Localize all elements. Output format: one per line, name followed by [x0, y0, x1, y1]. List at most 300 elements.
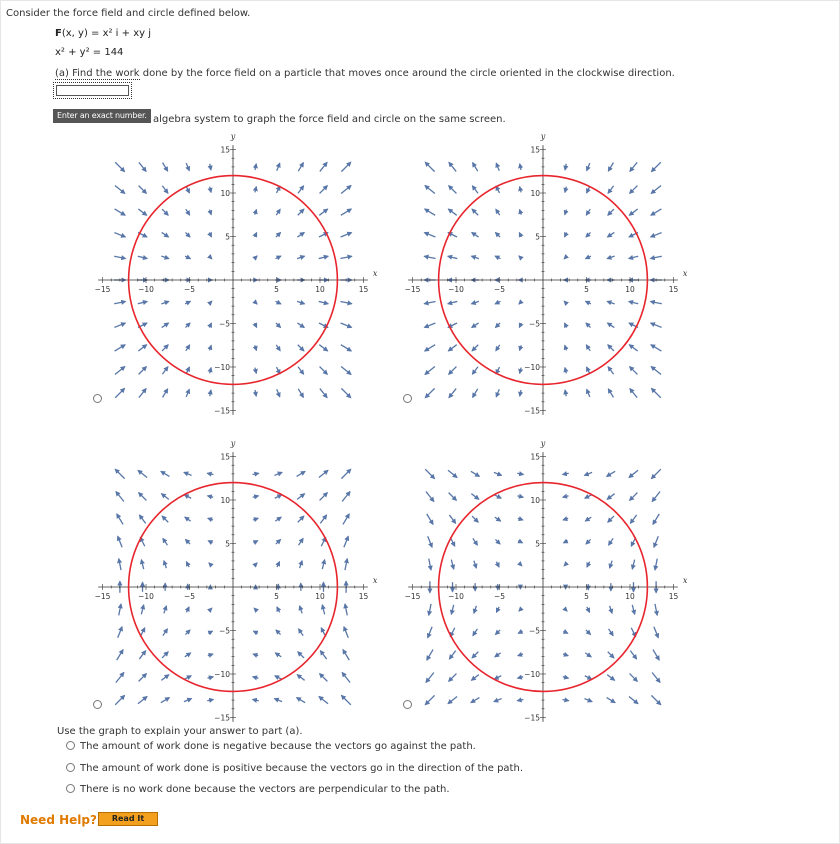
- field-vector-arrow: [116, 492, 124, 502]
- answer-box: [53, 82, 132, 99]
- field-vector-arrow: [255, 390, 256, 396]
- x-tick-label: 15: [358, 592, 369, 601]
- field-vector-arrow: [340, 301, 351, 303]
- field-vector-arrow: [138, 345, 146, 351]
- field-vector-arrow: [585, 676, 592, 679]
- x-tick-label: 5: [584, 592, 589, 601]
- field-vector-arrow: [115, 186, 125, 194]
- field-vector-arrow: [496, 345, 500, 351]
- field-vector-arrow: [650, 301, 661, 303]
- field-vector-arrow: [277, 163, 280, 171]
- problem-intro: Consider the force field and circle defined below.: [6, 8, 251, 19]
- field-vector-arrow: [518, 677, 524, 678]
- field-vector-arrow: [341, 162, 350, 171]
- field-vector-arrow: [297, 256, 304, 258]
- field-vector-arrow: [341, 345, 352, 351]
- field-vector-arrow: [139, 162, 146, 171]
- plot-d-radio[interactable]: [403, 700, 412, 709]
- force-field-expression: (x, y) = x² i + xy j: [61, 28, 151, 39]
- field-vector-arrow: [608, 345, 614, 351]
- field-vector-arrow: [563, 541, 567, 543]
- field-vector-arrow: [114, 256, 125, 258]
- x-tick-label: −5: [493, 592, 506, 601]
- field-vector-arrow: [632, 560, 634, 569]
- work-answer-input[interactable]: [56, 85, 129, 96]
- field-vector-arrow: [584, 472, 592, 475]
- field-vector-arrow: [424, 301, 435, 303]
- field-vector-arrow: [448, 301, 457, 303]
- x-tick-label: −10: [138, 592, 154, 601]
- field-vector-arrow: [186, 209, 190, 215]
- field-vector-arrow: [494, 495, 501, 498]
- field-vector-arrow: [448, 256, 457, 258]
- field-vector-arrow: [274, 472, 282, 475]
- field-vector-arrow: [163, 538, 168, 545]
- field-vector-arrow: [608, 389, 613, 398]
- field-vector-arrow: [424, 323, 435, 327]
- field-vector-arrow: [138, 209, 146, 215]
- y-tick-label: −15: [214, 406, 230, 416]
- field-vector-arrow: [472, 186, 478, 194]
- field-vector-arrow: [162, 516, 168, 522]
- option-radio[interactable]: [66, 763, 75, 772]
- vector-field-plot-d: [404, 432, 690, 723]
- field-vector-arrow: [496, 607, 499, 612]
- field-vector-arrow: [139, 367, 147, 375]
- field-vector-arrow: [425, 162, 434, 171]
- field-vector-arrow: [255, 210, 257, 215]
- field-vector-arrow: [141, 605, 143, 614]
- part-a-question: [55, 68, 675, 79]
- field-vector-arrow: [565, 210, 567, 215]
- field-vector-arrow: [276, 323, 281, 328]
- field-vector-arrow: [255, 233, 257, 237]
- field-vector-arrow: [651, 209, 662, 215]
- field-vector-arrow: [495, 323, 500, 328]
- field-vector-arrow: [253, 473, 259, 474]
- field-vector-arrow: [652, 672, 660, 682]
- field-vector-arrow: [495, 630, 500, 635]
- field-vector-arrow: [630, 674, 638, 682]
- field-vector-arrow: [585, 653, 591, 657]
- field-vector-arrow: [253, 518, 258, 520]
- field-vector-arrow: [342, 672, 350, 682]
- part-a-text: done by the force field on a particle that moves once around the circle oriented in the clockwise direction.: [139, 68, 675, 79]
- field-vector-arrow: [654, 536, 658, 547]
- field-vector-arrow: [186, 562, 189, 567]
- field-vector-arrow: [116, 672, 124, 682]
- field-vector-arrow: [344, 627, 348, 638]
- field-vector-arrow: [610, 606, 612, 613]
- field-vector-arrow: [629, 470, 638, 477]
- field-vector-arrow: [164, 561, 166, 568]
- field-vector-arrow: [494, 676, 501, 679]
- field-vector-arrow: [607, 256, 614, 258]
- field-vector-arrow: [299, 538, 304, 545]
- field-vector-arrow: [586, 630, 591, 635]
- field-vector-arrow: [565, 390, 566, 396]
- field-vector-arrow: [298, 345, 304, 351]
- field-vector-arrow: [117, 650, 123, 661]
- field-vector-arrow: [629, 301, 638, 303]
- field-vector-arrow: [185, 256, 190, 259]
- field-vector-arrow: [320, 186, 328, 194]
- field-vector-arrow: [276, 232, 281, 237]
- x-tick-label: −10: [448, 592, 464, 601]
- y-axis-label: y: [230, 132, 236, 142]
- y-tick-label: 10: [220, 189, 230, 198]
- field-vector-arrow: [563, 654, 568, 656]
- field-vector-arrow: [162, 345, 168, 351]
- field-vector-arrow: [186, 389, 189, 397]
- field-vector-arrow: [297, 471, 306, 476]
- x-tick-label: 10: [315, 285, 325, 294]
- field-vector-arrow: [519, 256, 522, 259]
- plot-c-radio[interactable]: [93, 700, 102, 709]
- field-vector-arrow: [630, 389, 637, 398]
- vector-field-plot-b: [404, 125, 690, 416]
- field-vector-arrow: [114, 301, 125, 303]
- field-vector-arrow: [115, 388, 124, 397]
- field-vector-arrow: [448, 345, 456, 351]
- field-vector-arrow: [630, 367, 638, 375]
- field-vector-arrow: [495, 653, 501, 657]
- field-vector-arrow: [608, 209, 614, 215]
- x-tick-label: 5: [584, 285, 589, 294]
- field-vector-arrow: [653, 514, 659, 525]
- field-vector-arrow: [651, 345, 662, 351]
- field-vector-arrow: [341, 388, 350, 397]
- field-vector-arrow: [630, 186, 638, 194]
- y-tick-label: −15: [214, 713, 230, 723]
- field-vector-arrow: [425, 186, 435, 194]
- field-vector-arrow: [427, 514, 433, 525]
- field-vector-arrow: [298, 209, 304, 215]
- field-vector-arrow: [425, 388, 434, 397]
- field-vector-arrow: [298, 163, 303, 172]
- field-vector-arrow: [341, 469, 350, 478]
- field-vector-arrow: [276, 301, 281, 304]
- y-tick-label: 15: [530, 145, 540, 155]
- field-vector-arrow: [343, 650, 349, 661]
- field-vector-arrow: [341, 233, 352, 237]
- field-vector-arrow: [655, 604, 657, 615]
- field-vector-arrow: [609, 629, 614, 636]
- field-vector-arrow: [608, 367, 614, 375]
- field-vector-arrow: [495, 517, 501, 521]
- option-label: The amount of work done is negative because the vectors go against the path.: [80, 741, 476, 752]
- field-vector-arrow: [473, 538, 478, 545]
- field-vector-arrow: [520, 345, 522, 350]
- field-vector-arrow: [209, 563, 212, 566]
- field-vector-arrow: [340, 256, 351, 258]
- field-vector-arrow: [185, 232, 190, 237]
- field-vector-arrow: [471, 494, 479, 500]
- field-vector-arrow: [584, 699, 592, 702]
- field-vector-arrow: [297, 232, 304, 237]
- field-vector-arrow: [655, 559, 657, 570]
- field-vector-arrow: [629, 345, 637, 351]
- field-vector-arrow: [209, 608, 212, 611]
- field-vector-arrow: [495, 301, 500, 304]
- field-vector-arrow: [630, 493, 638, 501]
- field-vector-arrow: [495, 232, 500, 237]
- field-vector-arrow: [651, 186, 661, 194]
- field-vector-arrow: [425, 209, 436, 215]
- y-tick-label: −5: [528, 319, 540, 329]
- x-axis-label: x: [682, 576, 688, 585]
- x-axis-label: x: [372, 576, 378, 585]
- field-vector-arrow: [255, 164, 256, 170]
- vector-field-plot-a: [94, 125, 380, 416]
- field-vector-arrow: [654, 627, 658, 638]
- field-vector-arrow: [518, 654, 523, 656]
- field-vector-arrow: [276, 345, 280, 351]
- field-vector-arrow: [297, 698, 306, 703]
- field-vector-arrow: [276, 539, 281, 544]
- field-vector-arrow: [651, 233, 662, 237]
- y-tick-label: 5: [535, 232, 540, 242]
- field-vector-arrow: [184, 495, 191, 498]
- field-vector-arrow: [139, 651, 145, 659]
- field-vector-arrow: [607, 698, 616, 703]
- field-vector-arrow: [518, 496, 524, 497]
- explanation-option[interactable]: [66, 784, 450, 795]
- y-tick-label: −10: [524, 670, 540, 679]
- field-vector-arrow: [139, 186, 147, 194]
- field-vector-arrow: [185, 630, 190, 635]
- field-vector-arrow: [564, 563, 567, 566]
- field-vector-arrow: [277, 607, 280, 612]
- field-vector-arrow: [425, 345, 436, 351]
- answer-hint-tooltip: Enter an exact number.: [53, 109, 151, 123]
- field-vector-arrow: [341, 186, 351, 194]
- field-vector-arrow: [210, 368, 211, 374]
- field-vector-arrow: [298, 367, 304, 375]
- field-vector-arrow: [425, 366, 435, 374]
- field-vector-arrow: [254, 301, 257, 304]
- field-vector-arrow: [254, 563, 257, 566]
- field-vector-arrow: [563, 631, 567, 633]
- field-vector-arrow: [448, 696, 457, 703]
- field-vector-arrow: [472, 367, 478, 375]
- field-vector-arrow: [449, 651, 455, 659]
- field-vector-arrow: [472, 209, 478, 215]
- y-tick-label: 5: [225, 232, 230, 242]
- field-vector-arrow: [185, 301, 190, 304]
- field-vector-arrow: [517, 473, 523, 474]
- field-vector-arrow: [300, 606, 302, 613]
- field-vector-arrow: [320, 515, 326, 523]
- explanation-option[interactable]: [66, 741, 476, 752]
- plot-b-radio[interactable]: [403, 394, 412, 403]
- y-tick-label: −10: [214, 363, 230, 372]
- field-vector-arrow: [275, 517, 281, 521]
- field-vector-arrow: [563, 699, 569, 700]
- x-tick-label: −5: [493, 285, 506, 294]
- y-tick-label: 10: [530, 189, 540, 198]
- field-vector-arrow: [496, 209, 500, 215]
- y-tick-label: −5: [218, 626, 230, 636]
- field-vector-arrow: [210, 345, 212, 350]
- field-vector-arrow: [519, 233, 521, 237]
- x-tick-label: 15: [358, 285, 369, 294]
- field-vector-arrow: [629, 256, 638, 258]
- field-vector-arrow: [608, 516, 614, 522]
- field-vector-arrow: [341, 366, 351, 374]
- field-vector-arrow: [426, 672, 434, 682]
- y-axis-label: y: [540, 132, 546, 142]
- option-radio[interactable]: [66, 741, 75, 750]
- field-vector-arrow: [586, 301, 591, 304]
- part-b-graph-instruction: algebra system to graph the force field and circle on the same screen.: [153, 114, 506, 125]
- field-vector-arrow: [471, 256, 478, 258]
- field-vector-arrow: [653, 650, 659, 661]
- field-vector-arrow: [518, 518, 523, 520]
- field-vector-arrow: [608, 186, 614, 194]
- field-vector-arrow: [139, 515, 145, 523]
- field-vector-arrow: [254, 256, 257, 259]
- option-radio[interactable]: [66, 784, 75, 793]
- field-vector-arrow: [564, 608, 567, 611]
- field-vector-arrow: [297, 301, 304, 303]
- x-tick-label: 5: [274, 592, 279, 601]
- field-vector-arrow: [494, 472, 502, 475]
- field-vector-arrow: [208, 654, 213, 656]
- field-vector-arrow: [276, 630, 281, 635]
- field-vector-arrow: [117, 514, 123, 525]
- field-vector-arrow: [185, 323, 190, 328]
- part-b-prompt: Use the graph to explain your answer to part (a).: [57, 726, 303, 737]
- option-label: There is no work done because the vectors are perpendicular to the path.: [80, 784, 450, 795]
- field-vector-arrow: [343, 514, 349, 525]
- field-vector-arrow: [118, 536, 122, 547]
- field-vector-arrow: [519, 323, 521, 327]
- field-vector-arrow: [114, 233, 125, 237]
- field-vector-arrow: [207, 699, 213, 700]
- x-axis-label: x: [372, 269, 378, 278]
- x-tick-label: 10: [315, 592, 325, 601]
- field-vector-arrow: [651, 366, 661, 374]
- field-vector-arrow: [427, 650, 433, 661]
- force-field-equation: [55, 28, 151, 39]
- y-tick-label: 5: [535, 539, 540, 549]
- x-tick-label: 15: [668, 592, 679, 601]
- field-vector-arrow: [586, 256, 591, 259]
- y-tick-label: 5: [225, 539, 230, 549]
- field-vector-arrow: [651, 469, 660, 478]
- field-vector-arrow: [185, 539, 190, 544]
- field-vector-arrow: [473, 163, 478, 172]
- x-tick-label: 10: [625, 592, 635, 601]
- field-vector-arrow: [161, 256, 168, 258]
- field-vector-arrow: [518, 631, 522, 633]
- field-vector-arrow: [184, 699, 192, 702]
- field-vector-arrow: [629, 696, 638, 703]
- field-vector-arrow: [520, 368, 521, 374]
- field-vector-arrow: [429, 604, 431, 615]
- field-vector-arrow: [186, 345, 190, 351]
- field-vector-arrow: [139, 493, 147, 501]
- field-vector-arrow: [519, 563, 522, 566]
- field-vector-arrow: [255, 345, 257, 350]
- read-it-button[interactable]: Read It: [98, 812, 158, 826]
- field-vector-arrow: [161, 494, 169, 500]
- field-vector-arrow: [650, 256, 661, 258]
- field-vector-arrow: [607, 471, 616, 476]
- field-vector-arrow: [429, 559, 431, 570]
- field-vector-arrow: [208, 677, 214, 678]
- field-vector-arrow: [115, 162, 124, 171]
- field-vector-arrow: [299, 629, 304, 636]
- field-vector-arrow: [210, 164, 211, 170]
- field-vector-arrow: [448, 209, 456, 215]
- field-vector-arrow: [253, 631, 257, 633]
- field-vector-arrow: [448, 470, 457, 477]
- x-tick-label: −10: [448, 285, 464, 294]
- x-axis-label: x: [682, 269, 688, 278]
- field-vector-arrow: [115, 695, 124, 704]
- field-vector-arrow: [609, 538, 614, 545]
- field-vector-arrow: [322, 605, 324, 614]
- x-tick-label: 5: [274, 285, 279, 294]
- field-vector-arrow: [519, 608, 522, 611]
- field-vector-arrow: [161, 675, 169, 681]
- field-vector-arrow: [210, 210, 212, 215]
- field-vector-arrow: [473, 629, 478, 636]
- field-vector-arrow: [139, 674, 147, 682]
- field-vector-arrow: [564, 301, 567, 304]
- field-vector-arrow: [319, 256, 328, 258]
- field-vector-arrow: [208, 518, 213, 520]
- field-vector-arrow: [426, 492, 434, 502]
- field-vector-arrow: [472, 516, 478, 522]
- field-vector-arrow: [607, 301, 614, 303]
- field-vector-arrow: [277, 389, 280, 397]
- plot-a-radio[interactable]: [93, 394, 102, 403]
- field-vector-arrow: [495, 539, 500, 544]
- field-vector-arrow: [428, 536, 432, 547]
- circle-equation: x² + y² = 144: [55, 47, 124, 58]
- field-vector-arrow: [209, 233, 211, 237]
- field-vector-arrow: [651, 388, 660, 397]
- field-vector-arrow: [449, 389, 456, 398]
- field-vector-arrow: [119, 559, 121, 570]
- field-vector-arrow: [565, 345, 567, 350]
- field-vector-arrow: [587, 389, 590, 397]
- field-vector-arrow: [300, 561, 302, 568]
- field-vector-arrow: [587, 163, 590, 171]
- field-vector-arrow: [520, 210, 522, 215]
- field-vector-arrow: [565, 164, 566, 170]
- field-vector-arrow: [608, 652, 614, 658]
- x-tick-label: −15: [94, 285, 111, 294]
- explanation-option[interactable]: [66, 763, 523, 774]
- field-vector-arrow: [322, 560, 324, 569]
- field-vector-arrow: [138, 301, 147, 303]
- field-vector-arrow: [184, 676, 191, 679]
- field-vector-arrow: [319, 470, 328, 477]
- y-tick-label: 15: [220, 145, 230, 155]
- field-vector-arrow: [319, 696, 328, 703]
- y-tick-label: 10: [220, 496, 230, 505]
- field-vector-arrow: [632, 605, 634, 614]
- field-vector-arrow: [276, 256, 281, 259]
- field-vector-arrow: [587, 562, 590, 567]
- field-vector-arrow: [451, 560, 453, 569]
- field-vector-arrow: [651, 323, 662, 327]
- field-vector-arrow: [162, 323, 169, 328]
